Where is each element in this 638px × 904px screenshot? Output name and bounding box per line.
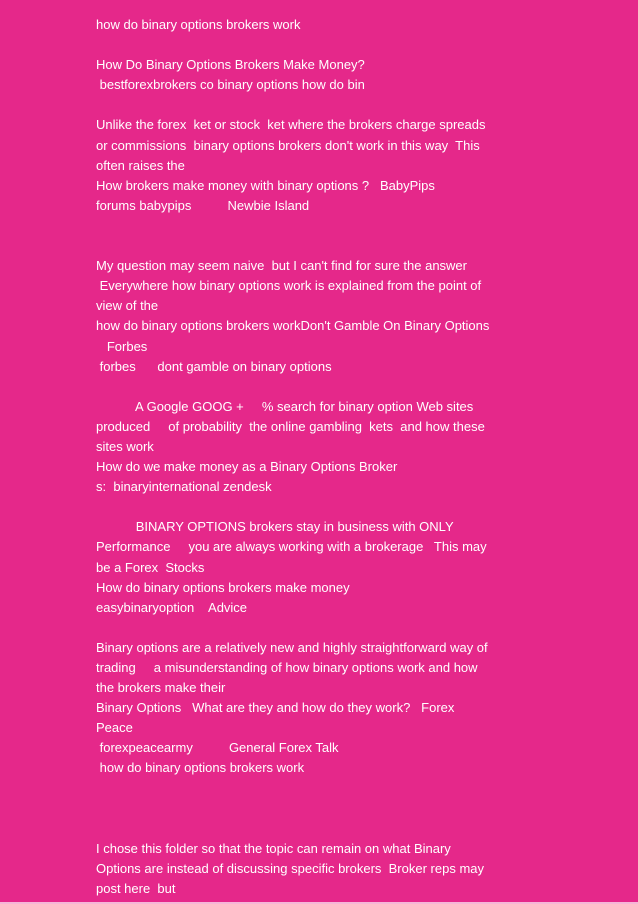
document-body bbox=[96, 15, 536, 899]
text-line: produced of probability the online gambling kets and how these bbox=[96, 418, 485, 434]
text-line: often raises the bbox=[96, 157, 185, 173]
text-line: be a Forex Stocks bbox=[96, 559, 205, 575]
blank-line bbox=[96, 799, 536, 839]
text-line: trading a misunderstanding of how binary options work and how bbox=[96, 660, 478, 675]
blank-line bbox=[96, 779, 536, 799]
text-line: post here but bbox=[96, 881, 176, 897]
text-line: the brokers make their bbox=[96, 680, 226, 696]
text-line: Performance you are always working with a brokerage This may bbox=[96, 539, 487, 555]
source-line: forexpeacearmy General Forex Talk bbox=[96, 740, 339, 756]
text-line: or commissions binary options brokers don't work in this way This bbox=[96, 137, 480, 153]
blank-line bbox=[96, 618, 536, 638]
text-line: Unlike the forex ket or stock ket where the brokers charge spreads bbox=[96, 117, 486, 133]
text-line: My question may seem naive but I can't find for sure the answer bbox=[96, 258, 467, 274]
section-heading: How brokers make money with binary options ? BabyPips bbox=[96, 177, 435, 193]
source-line: bestforexbrokers co binary options how do bin bbox=[96, 77, 365, 93]
source-line: easybinaryoption Advice bbox=[96, 599, 248, 615]
source-line: forbes dont gamble on binary options bbox=[96, 358, 332, 374]
section-heading: How Do Binary Options Brokers Make Money? bbox=[96, 57, 365, 73]
text-line: Binary options are a relatively new and highly straightforward way of bbox=[96, 639, 488, 655]
text-line: Everywhere how binary options work is explained from the point of bbox=[96, 278, 482, 294]
blank-line bbox=[96, 216, 536, 256]
text-line: how do binary options brokers work bbox=[96, 760, 305, 776]
source-line: s: binaryinternational zendesk bbox=[96, 479, 272, 495]
text-line: how do binary options brokers work bbox=[96, 17, 301, 32]
section-heading: Binary Options What are they and how do they work? Forex bbox=[96, 700, 455, 716]
section-heading: How do binary options brokers make money bbox=[96, 579, 350, 595]
blank-line bbox=[96, 497, 536, 517]
blank-line bbox=[96, 377, 536, 397]
section-heading: How do we make money as a Binary Options Broker bbox=[96, 459, 398, 475]
text-line: sites work bbox=[96, 438, 154, 454]
blank-line bbox=[96, 35, 536, 55]
text-line: Options are instead of discussing specific brokers Broker reps may bbox=[96, 860, 485, 876]
text-line: BINARY OPTIONS brokers stay in business with ONLY bbox=[96, 519, 454, 535]
section-heading: how do binary options brokers workDon't Gamble On Binary Options bbox=[96, 318, 490, 334]
blank-line bbox=[96, 95, 536, 115]
section-heading: Peace bbox=[96, 720, 133, 736]
section-heading: Forbes bbox=[96, 338, 148, 354]
text-line: A Google GOOG + % search for binary option Web sites bbox=[96, 398, 474, 414]
text-line: I chose this folder so that the topic can remain on what Binary bbox=[96, 840, 451, 856]
source-line: forums babypips Newbie Island bbox=[96, 197, 310, 213]
text-line: view of the bbox=[96, 298, 159, 314]
